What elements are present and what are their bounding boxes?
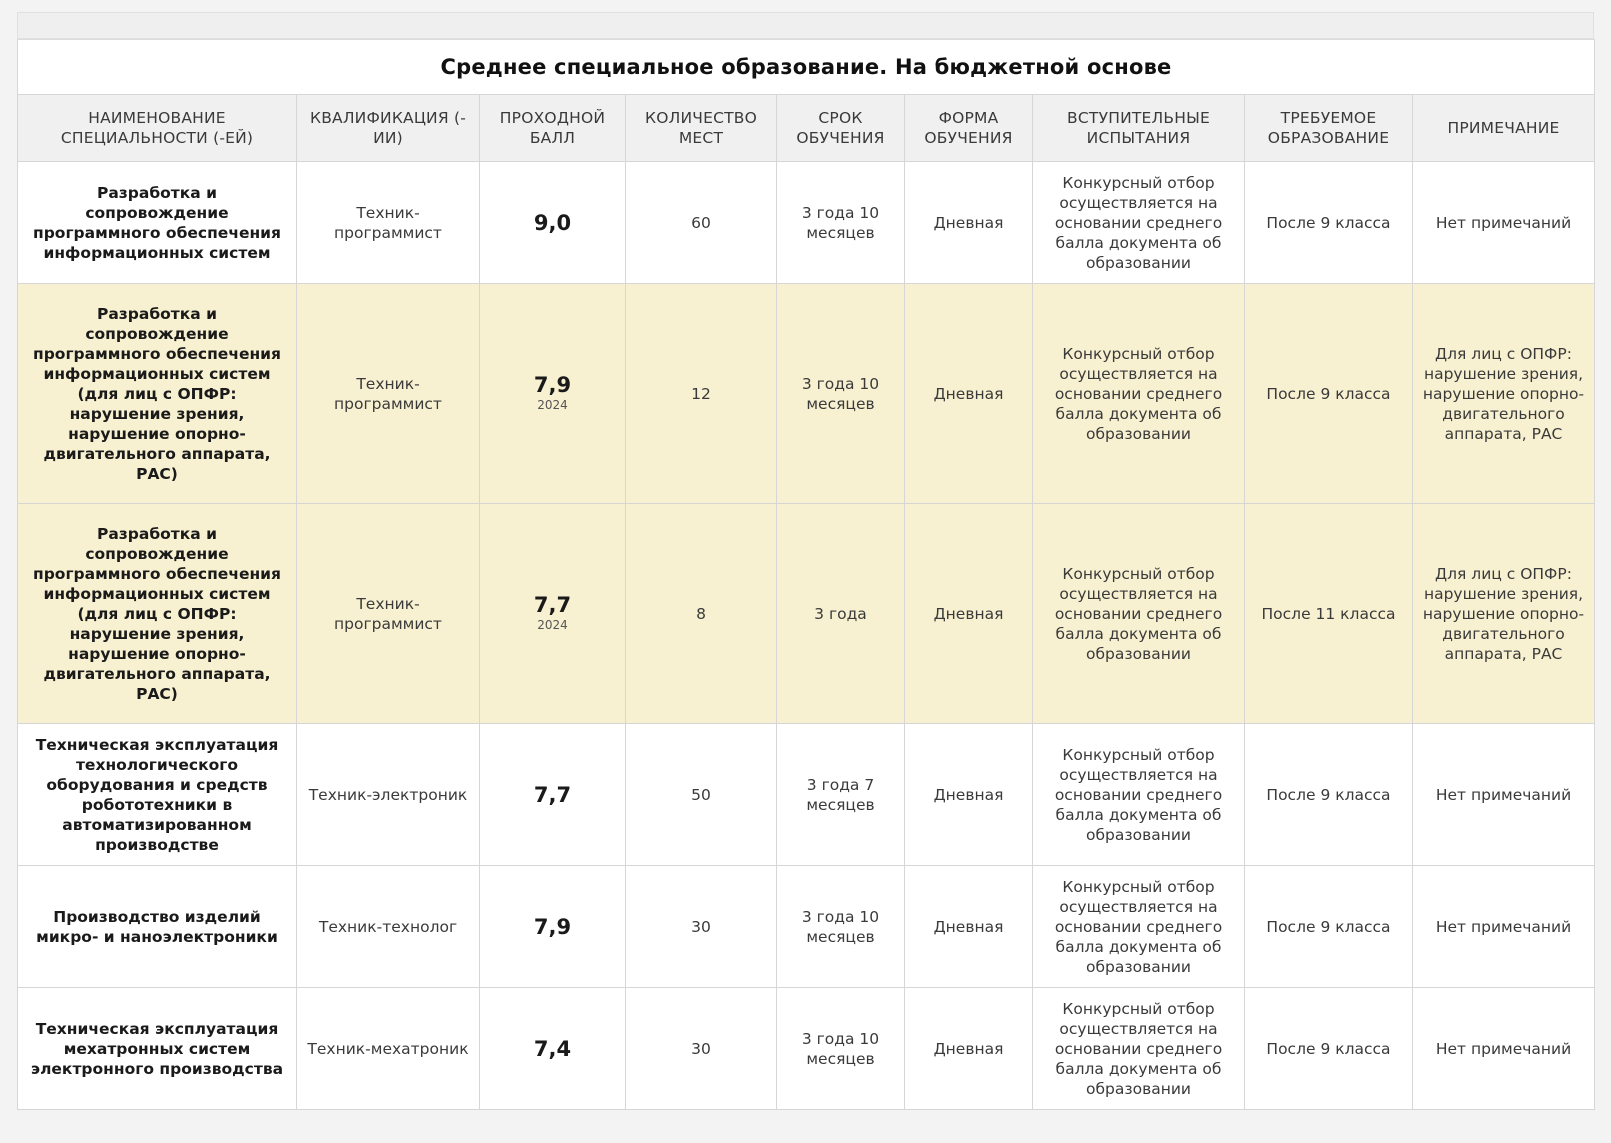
score-year: 2024: [537, 617, 568, 632]
passing-score-cell: [480, 724, 626, 866]
note: Для лиц с ОПФР: нарушение зрения, нарушение опорно-двигательного аппарата, РАС: [1413, 284, 1595, 504]
passing-score: 7,7: [533, 592, 572, 617]
table-row: [18, 504, 1595, 724]
seats-count: 60: [626, 162, 777, 284]
study-duration: 3 года 10 месяцев: [777, 988, 905, 1110]
required-education: После 9 класса: [1245, 162, 1413, 284]
admission-table-container: [17, 39, 1594, 1110]
study-duration: 3 года 7 месяцев: [777, 724, 905, 866]
passing-score: 9,0: [533, 210, 572, 235]
table-row: [18, 724, 1595, 866]
entrance-exams: Конкурсный отбор осуществляется на основании среднего балла документа об образовании: [1033, 504, 1245, 724]
study-duration: 3 года 10 месяцев: [777, 866, 905, 988]
column-header-passing-score: ПРОХОДНОЙ БАЛЛ: [480, 95, 626, 162]
entrance-exams: Конкурсный отбор осуществляется на основании среднего балла документа об образовании: [1033, 724, 1245, 866]
entrance-exams: Конкурсный отбор осуществляется на основании среднего балла документа об образовании: [1033, 866, 1245, 988]
column-header-note: ПРИМЕЧАНИЕ: [1413, 95, 1595, 162]
study-form: Дневная: [905, 988, 1033, 1110]
passing-score: 7,9: [533, 372, 572, 397]
passing-score: 7,7: [533, 782, 572, 807]
study-form: Дневная: [905, 504, 1033, 724]
required-education: После 9 класса: [1245, 284, 1413, 504]
seats-count: 8: [626, 504, 777, 724]
table-caption-row: [18, 40, 1595, 95]
specialty-name: Разработка и сопровождение программного обеспечения информационных систем: [18, 162, 297, 284]
study-form: Дневная: [905, 162, 1033, 284]
specialty-name: Разработка и сопровождение программного обеспечения информационных систем (для лиц с ОПФР: нарушение зрения, нарушение опорно-двигательного аппарата, РАС): [18, 504, 297, 724]
specialty-name: Производство изделий микро- и наноэлектроники: [18, 866, 297, 988]
required-education: После 9 класса: [1245, 988, 1413, 1110]
study-form: Дневная: [905, 284, 1033, 504]
study-duration: 3 года 10 месяцев: [777, 162, 905, 284]
study-form: Дневная: [905, 724, 1033, 866]
seats-count: 12: [626, 284, 777, 504]
column-header-duration: СРОК ОБУЧЕНИЯ: [777, 95, 905, 162]
note: Нет примечаний: [1413, 866, 1595, 988]
column-header-required-education: ТРЕБУЕМОЕ ОБРАЗОВАНИЕ: [1245, 95, 1413, 162]
passing-score-cell: [480, 504, 626, 724]
seats-count: 30: [626, 988, 777, 1110]
column-header-qualification: КВАЛИФИКАЦИЯ (-ИИ): [297, 95, 480, 162]
passing-score-cell: [480, 162, 626, 284]
score-year: 2024: [537, 397, 568, 412]
column-header-seats: КОЛИЧЕСТВО МЕСТ: [626, 95, 777, 162]
note: Для лиц с ОПФР: нарушение зрения, нарушение опорно-двигательного аппарата, РАС: [1413, 504, 1595, 724]
qualification: Техник-технолог: [297, 866, 480, 988]
table-title: Среднее специальное образование. На бюджетной основе: [18, 40, 1595, 95]
column-header-study-form: ФОРМА ОБУЧЕНИЯ: [905, 95, 1033, 162]
entrance-exams: Конкурсный отбор осуществляется на основании среднего балла документа об образовании: [1033, 162, 1245, 284]
seats-count: 50: [626, 724, 777, 866]
qualification: Техник-программист: [297, 162, 480, 284]
table-row: [18, 988, 1595, 1110]
entrance-exams: Конкурсный отбор осуществляется на основании среднего балла документа об образовании: [1033, 284, 1245, 504]
specialty-name: Техническая эксплуатация мехатронных систем электронного производства: [18, 988, 297, 1110]
passing-score-cell: [480, 866, 626, 988]
required-education: После 9 класса: [1245, 866, 1413, 988]
qualification: Техник-программист: [297, 504, 480, 724]
passing-score-cell: [480, 284, 626, 504]
qualification: Техник-программист: [297, 284, 480, 504]
passing-score: 7,4: [533, 1036, 572, 1061]
column-header-entrance-exams: ВСТУПИТЕЛЬНЫЕ ИСПЫТАНИЯ: [1033, 95, 1245, 162]
required-education: После 9 класса: [1245, 724, 1413, 866]
table-row: [18, 162, 1595, 284]
note: Нет примечаний: [1413, 162, 1595, 284]
top-strip: [17, 12, 1594, 39]
qualification: Техник-мехатроник: [297, 988, 480, 1110]
study-form: Дневная: [905, 866, 1033, 988]
table-header-row: [18, 95, 1595, 162]
admission-table: [17, 39, 1595, 1110]
passing-score: 7,9: [533, 914, 572, 939]
table-row: [18, 284, 1595, 504]
note: Нет примечаний: [1413, 724, 1595, 866]
table-row: [18, 866, 1595, 988]
study-duration: 3 года 10 месяцев: [777, 284, 905, 504]
required-education: После 11 класса: [1245, 504, 1413, 724]
qualification: Техник-электроник: [297, 724, 480, 866]
specialty-name: Разработка и сопровождение программного обеспечения информационных систем (для лиц с ОПФР: нарушение зрения, нарушение опорно-двигательного аппарата, РАС): [18, 284, 297, 504]
seats-count: 30: [626, 866, 777, 988]
study-duration: 3 года: [777, 504, 905, 724]
entrance-exams: Конкурсный отбор осуществляется на основании среднего балла документа об образовании: [1033, 988, 1245, 1110]
column-header-specialty: НАИМЕНОВАНИЕ СПЕЦИАЛЬНОСТИ (-ЕЙ): [18, 95, 297, 162]
specialty-name: Техническая эксплуатация технологического оборудования и средств робототехники в автоматизированном производстве: [18, 724, 297, 866]
passing-score-cell: [480, 988, 626, 1110]
note: Нет примечаний: [1413, 988, 1595, 1110]
